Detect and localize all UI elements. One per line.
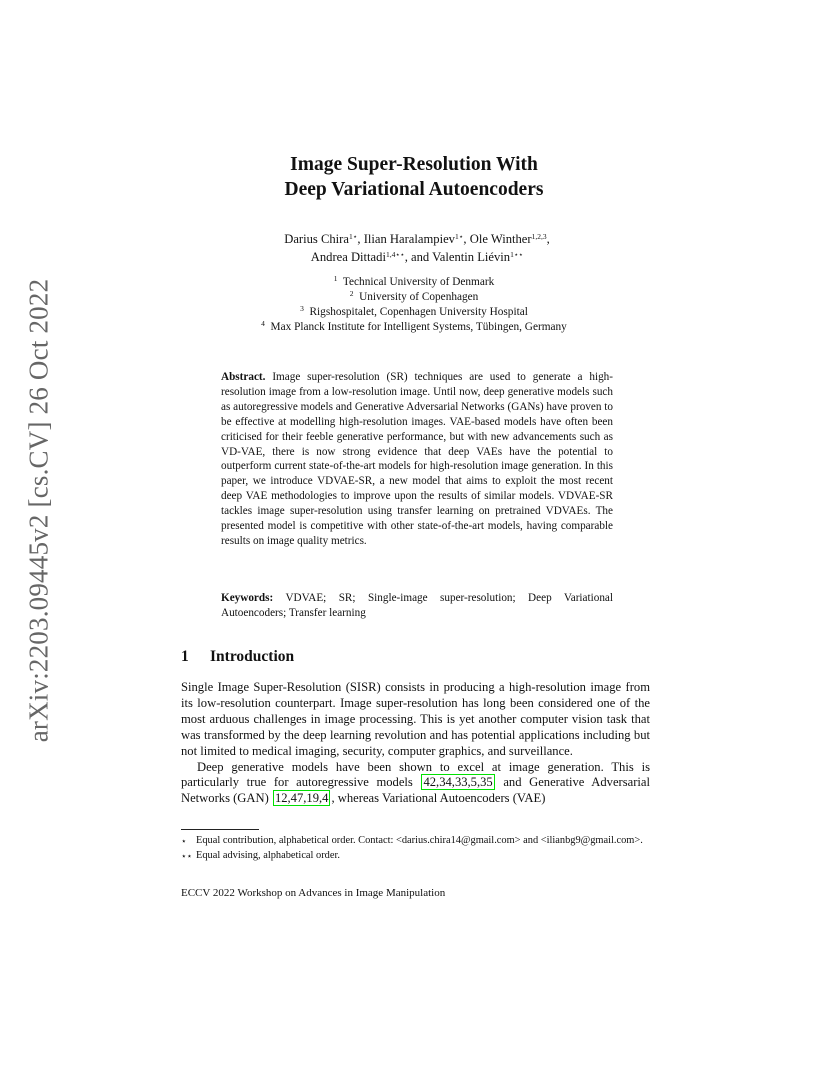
venue-note: ECCV 2022 Workshop on Advances in Image Manipulation bbox=[181, 887, 446, 899]
author-name: Ole Winther bbox=[469, 232, 532, 246]
author-name: Darius Chira bbox=[284, 232, 349, 246]
keywords-label: Keywords: bbox=[221, 592, 274, 604]
affiliation-item: $^4$ Max Planck Institute for Intelligent Systems, Tübingen, Germany bbox=[261, 319, 567, 333]
footnotes bbox=[181, 834, 650, 863]
abstract-text: Image super-resolution (SR) techniques are used to generate a high-resolution image from a low-resolution image. Until now, deep generative models such as autoregressive models and Generative Adversarial Networks (GANs) have proven to be effective at modelling high-resolution images. VAE-based models have often been criticised for their feeble generative performance, but with new advancements such as VD-VAE, there is now strong evidence that deep VAEs have the potential to outperform current state-of-the-art models for high-resolution image generation. In this paper, we introduce VDVAE-SR, a new model that aims to exploit the most recent deep VAE methodologies to improve upon the results of similar models. VDVAE-SR tackles image super-resolution using transfer learning on pretrained VDVAEs. The presented model is competitive with other state-of-the-art models, having comparable results on image quality metrics. bbox=[221, 371, 613, 547]
paper-title bbox=[0, 152, 828, 202]
paragraph: Single Image Super-Resolution (SISR) consists in producing a high-resolution image from its low-resolution counterpart. Image super-resolution has long been considered one of the most arduous challenges in image processing. This is yet another computer vision task that was transformed by the deep learning revolution and has potential applications including but not limited to medical imaging, security, computer graphics, and surveillance. bbox=[181, 680, 650, 758]
affiliation-list bbox=[0, 275, 828, 335]
citation-link[interactable]: 12,47,19,4 bbox=[274, 791, 329, 806]
keywords-text: VDVAE; SR; Single-image super-resolution; Deep Variational Autoencoders; Transfer learning bbox=[221, 592, 613, 619]
arxiv-sidebar bbox=[14, 278, 64, 742]
abstract bbox=[221, 370, 613, 549]
footnote-text: Equal contribution, alphabetical order. Contact: <darius.chira14@gmail.com> and <ilianbg9@gmail.com>. bbox=[196, 835, 643, 846]
introduction-body bbox=[181, 680, 650, 807]
section-heading bbox=[181, 647, 294, 667]
footnote-mark: ⋆⋆ bbox=[181, 850, 193, 861]
citation-link[interactable]: 42,34,33,5,35 bbox=[423, 775, 493, 790]
title-line-1: Image Super-Resolution With bbox=[290, 154, 538, 175]
affiliation-item: $^1$ Technical University of Denmark bbox=[333, 274, 495, 288]
section-title-text: Introduction bbox=[210, 648, 295, 665]
affiliation-item: $^3$ Rigshospitalet, Copenhagen University Hospital bbox=[300, 304, 528, 318]
author-affiliation-mark: 1⋆ bbox=[454, 232, 464, 241]
author-list bbox=[0, 230, 828, 266]
footnote-rule bbox=[181, 829, 259, 830]
section-number: 1 bbox=[181, 648, 189, 665]
author-name: Ilian Haralampiev bbox=[363, 232, 455, 246]
arxiv-identifier[interactable]: arXiv:2203.09445v2 [cs.CV] 26 Oct 2022 bbox=[23, 278, 54, 742]
title-line-2: Deep Variational Autoencoders bbox=[284, 179, 544, 200]
footnote bbox=[181, 849, 650, 864]
author-name: Andrea Dittadi bbox=[310, 250, 386, 264]
footnote bbox=[181, 834, 650, 849]
affiliation-item: $^2$ University of Copenhagen bbox=[349, 289, 479, 303]
author-affiliation-mark: 1⋆⋆ bbox=[510, 250, 524, 259]
keywords bbox=[221, 591, 613, 621]
author-affiliation-mark: 1⋆ bbox=[348, 232, 358, 241]
footnote-mark: ⋆ bbox=[181, 836, 187, 846]
author-line-2: Andrea Dittadi$^{1,4⋆⋆}$, and Valentin Liévin$^{1⋆⋆}$ bbox=[310, 250, 524, 264]
author-affiliation-mark: 1,2,3 bbox=[531, 232, 547, 241]
author-line-1: Darius Chira$^{1⋆}$, Ilian Haralampiev$^{1⋆}$, Ole Winther$^{1,2,3}$, bbox=[284, 232, 550, 246]
author-affiliation-mark: 1,4⋆⋆ bbox=[385, 250, 405, 259]
abstract-label: Abstract. bbox=[221, 371, 266, 383]
author-name: Valentin Liévin bbox=[432, 250, 511, 264]
paragraph: Deep generative models have been shown to excel at image generation. This is particularly true for autoregressive models 42,34,33,5,35 and Generative Adversarial Networks (GAN) 12,47,19,4 , whereas Variational Autoencoders (VAE) bbox=[181, 759, 651, 806]
footnote-text: Equal advising, alphabetical order. bbox=[196, 849, 340, 861]
